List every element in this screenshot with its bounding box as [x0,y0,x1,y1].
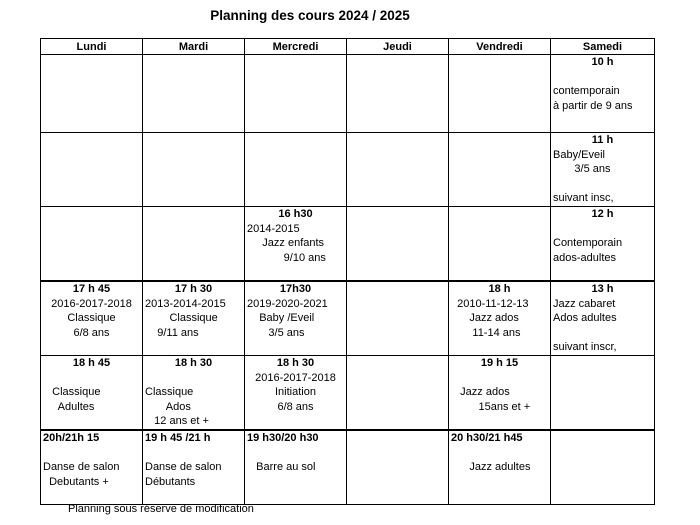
day-header-jeudi: Jeudi [347,39,449,55]
schedule-cell-mercredi [245,356,347,431]
class-time: 17h30 [279,283,312,295]
schedule-row [41,281,655,356]
schedule-row [41,207,655,282]
schedule-cell-lundi [41,281,143,356]
schedule-row [41,356,655,431]
schedule-cell-samedi [551,133,655,207]
day-header-mercredi: Mercredi [245,39,347,55]
class-info-line: Classique [43,386,101,398]
class-info-line [551,70,654,85]
class-info-line: à partir de 9 ans [553,99,633,112]
class-info-line: 2010-11-12-13 [451,297,529,310]
class-info-line: 3/5 ans [247,326,305,339]
class-info-line [449,371,550,386]
class-info-line: Danse de salon [43,461,120,473]
class-info-line: Jazz enfants [247,237,325,249]
class-time: 10 h [591,56,614,68]
schedule-cell-samedi [551,207,655,282]
class-time: 16 h30 [278,208,313,220]
class-time: 11 h [591,134,614,146]
schedule-row [41,133,655,207]
schedule-cell-mardi [143,356,245,431]
class-info-line: 2019-2020-2021 [247,297,328,310]
class-time: 17 h 45 [72,283,111,295]
day-header-row [41,39,655,55]
class-time: 19 h 15 [480,357,519,369]
class-info-line: 6/8 ans [277,400,314,413]
page-title: Planning des cours 2024 / 2025 [210,8,410,23]
schedule-cell-mercredi [245,430,347,505]
schedule-row [41,55,655,133]
schedule-cell-mardi [143,207,245,282]
schedule-cell-mercredi [245,207,347,282]
class-info-line: 9/10 ans [247,251,326,264]
class-info-line: Baby/Eveil [553,148,605,161]
class-info-line [41,371,142,386]
class-info-line: suivant inscr, [553,341,617,353]
class-info-line: Jazz adultes [451,461,531,473]
day-header-lundi: Lundi [41,39,143,55]
schedule-cell-lundi [41,430,143,505]
schedule-cell-samedi [551,430,655,505]
class-time: 17 h 30 [174,283,213,295]
schedule-cell-vendredi [449,281,551,356]
class-time: 19 h30/20 h30 [247,432,319,444]
class-time: 18 h 30 [174,357,213,369]
class-info-line: Classique [67,312,116,324]
schedule-cell-samedi [551,356,655,431]
class-info-line: 2013-2014-2015 [145,297,226,310]
schedule-cell-samedi [551,281,655,356]
schedule-cell-vendredi [449,430,551,505]
schedule-cell-lundi [41,133,143,207]
class-info-line: Jazz cabaret [553,297,616,310]
schedule-cell-jeudi [347,55,449,133]
class-info-line [449,446,550,461]
class-info-line: 11-14 ans [451,326,521,339]
class-info-line: suivant insc, [553,192,614,204]
class-info-line: 9/11 ans [145,326,199,339]
day-header-vendredi: Vendredi [449,39,551,55]
class-info-line: Jazz ados [451,312,519,324]
schedule-cell-mardi [143,430,245,505]
schedule-cell-mardi [143,281,245,356]
schedule-row [41,430,655,505]
class-info-line [551,222,654,237]
class-info-line: 15ans et + [451,400,531,413]
schedule-cell-mercredi [245,133,347,207]
class-time: 18 h 45 [72,357,111,369]
class-info-line: Initiation [275,386,316,398]
schedule-cell-samedi [551,55,655,133]
class-time: 20h/21h 15 [43,432,100,444]
footer-note: Planning sous réserve de modification [68,503,254,515]
class-info-line: Jazz ados [451,386,510,398]
schedule-cell-jeudi [347,430,449,505]
class-info-line: 2016-2017-2018 [51,297,132,310]
schedule-cell-jeudi [347,281,449,356]
class-info-line [551,177,654,192]
class-info-line: 3/5 ans [553,163,611,175]
class-info-line: 2016-2017-2018 [255,371,336,384]
schedule-cell-vendredi [449,133,551,207]
day-header-samedi: Samedi [551,39,655,55]
schedule-cell-lundi [41,207,143,282]
class-time: 18 h [488,283,511,295]
class-time: 12 h [591,208,614,220]
schedule-cell-mardi [143,55,245,133]
schedule-table [40,38,655,505]
schedule-cell-vendredi [449,207,551,282]
schedule-cell-vendredi [449,356,551,431]
schedule-cell-mercredi [245,55,347,133]
class-time: 13 h [591,283,614,295]
class-info-line: 2014-2015 [247,222,300,235]
class-info-line [245,446,346,461]
class-info-line: ados-adultes [553,251,616,264]
schedule-cell-vendredi [449,55,551,133]
class-info-line [41,446,142,461]
class-info-line [143,371,244,386]
schedule-cell-jeudi [347,133,449,207]
class-info-line: Adultes [43,400,95,413]
class-info-line: Ados [145,400,191,413]
class-time: 20 h30/21 h45 [451,432,523,444]
class-info-line: Debutants + [43,475,109,488]
class-info-line: Contemporain [553,237,623,249]
class-info-line: Ados adultes [553,312,617,324]
class-info-line: Classique [145,312,218,324]
class-info-line: Débutants [145,475,196,488]
day-header-mardi: Mardi [143,39,245,55]
class-info-line: Classique [145,386,194,398]
schedule-cell-jeudi [347,356,449,431]
class-info-line [551,326,654,341]
schedule-cell-lundi [41,55,143,133]
class-info-line: 12 ans et + [145,415,209,427]
schedule-cell-mercredi [245,281,347,356]
class-time: 19 h 45 /21 h [145,432,211,444]
schedule-cell-mardi [143,133,245,207]
class-time: 18 h 30 [276,357,315,369]
class-info-line [143,446,244,461]
class-info-line: Baby /Eveil [247,312,315,324]
class-info-line: contemporain [553,85,620,97]
class-info-line: 6/8 ans [73,326,110,339]
schedule-cell-lundi [41,356,143,431]
schedule-cell-jeudi [347,207,449,282]
class-info-line: Barre au sol [247,461,316,473]
class-info-line: Danse de salon [145,461,222,473]
